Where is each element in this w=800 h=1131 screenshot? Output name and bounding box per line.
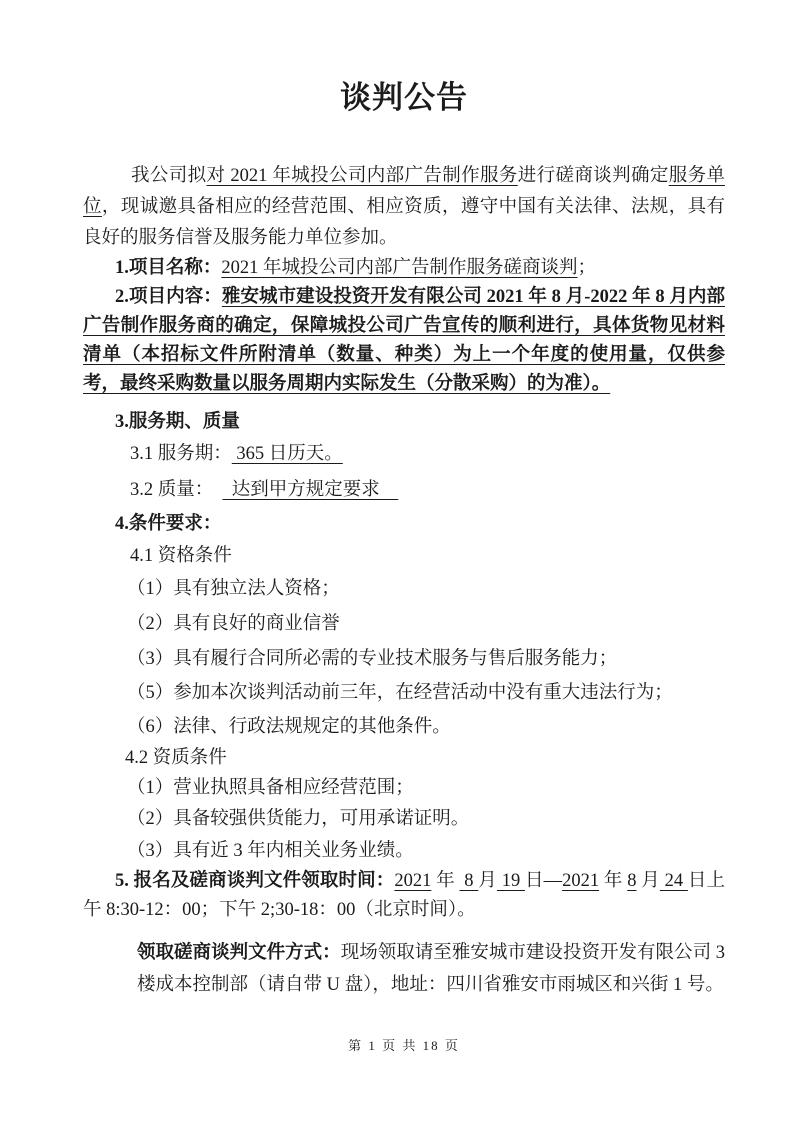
text-segment [213, 480, 222, 500]
paragraph-qualification-2 [83, 607, 725, 642]
page-number: 第 1 页 共 18 页 [348, 1038, 460, 1053]
text-segment: （5）参加本次谈判活动前三年，在经营活动中没有重大违法行为； [127, 683, 673, 703]
text-segment: 现场领取请至雅安城市建设投资开发有限公司 3 楼成本控制部（请自带 U 盘），地址：四川省雅安市雨城区和兴街 1 号。 [137, 943, 730, 995]
text-segment: 雅安城市建设投资开发有限公司 2021 年 8 月-2022 年 8 月内部广告制作服务商的确定，保障城投公司广告宣传的顺利进行，具体货物见材料清单（本招标文件所附清单（数量、种类）为上一个年度的使用量，仅供参考，最终采购数量以服务周期内实际发生（分散采购）的为准）。 [83, 287, 725, 394]
text-segment: 24 [659, 871, 688, 891]
text-segment: 4.2 资质条件 [125, 748, 227, 768]
text-segment: 4.1 资格条件 [130, 546, 232, 566]
text-segment: （2）具备较强供货能力，可用承诺证明。 [127, 809, 470, 829]
text-segment: 领取磋商谈判文件方式： [137, 943, 341, 963]
paragraph-credential-1 [83, 772, 725, 804]
text-segment: 19 [496, 871, 525, 891]
text-segment: 1.项目名称： [115, 258, 222, 278]
text-segment: 8 [459, 871, 479, 891]
text-segment: （1）营业执照具备相应经营范围； [127, 778, 414, 798]
text-segment: 3.2 质量： [130, 480, 214, 500]
text-segment: 2021 [394, 871, 432, 891]
document-body [83, 161, 730, 1001]
text-segment: 4.条件要求： [115, 514, 222, 534]
text-segment: 2021 [562, 871, 600, 891]
paragraph-intro [83, 161, 725, 254]
text-segment: （3）具有履行合同所必需的专业技术服务与售后服务能力； [127, 649, 618, 669]
text-segment: （3）具有近 3 年内相关业务业绩。 [127, 841, 414, 861]
text-segment: 5. 报名及磋商谈判文件领取时间： [115, 871, 395, 891]
text-segment: 我公司拟 [131, 166, 207, 186]
paragraph-credential-3 [83, 835, 725, 867]
paragraph-project-name [83, 254, 725, 283]
text-segment: 服务单位 [83, 166, 725, 217]
text-segment: 3.服务期、质量 [115, 412, 240, 432]
page-title: 谈判公告 [340, 80, 468, 115]
paragraph-service-section-title [83, 407, 725, 437]
text-segment: 日— [524, 871, 563, 891]
text-segment: 进行磋商谈判确定 [517, 166, 669, 186]
text-segment: 年 [599, 871, 628, 891]
paragraph-conditions-title [83, 508, 725, 540]
paragraph-qualification-6 [83, 709, 725, 745]
paragraph-qualification-1 [83, 572, 725, 607]
text-segment: 2021 年城投公司内部广告制作服务磋商谈判 [221, 258, 578, 278]
page-footer [83, 1035, 725, 1054]
paragraph-quality [83, 472, 725, 508]
text-segment: 月 [478, 871, 497, 891]
content-area [0, 78, 800, 1054]
text-segment: 年 [431, 871, 460, 891]
text-segment: 月 [636, 871, 660, 891]
text-segment: 2.项目内容： [115, 287, 222, 307]
text-segment: 日上午 8:30-12：00；下午 2;30-18：00（北京时间）。 [83, 871, 726, 920]
text-segment: ，现诚邀具备相应的经营范围、相应资质，遵守中国有关法律、法规，具有良好的服务信誉及服务能力单位参加。 [83, 197, 725, 248]
text-segment: （1）具有独立法人资格； [127, 579, 340, 599]
paragraph-qualification-3 [83, 642, 725, 677]
text-segment: （6）法律、行政法规规定的其他条件。 [127, 717, 451, 737]
paragraph-service-period [83, 437, 725, 472]
text-segment: （2）具有良好的商业信誉 [127, 614, 340, 634]
text-segment: 3.1 服务期： [130, 444, 232, 464]
text-segment: 8 [627, 871, 637, 891]
paragraph-qualification-5 [83, 677, 725, 709]
text-segment: 达到甲方规定要求 [222, 480, 399, 500]
paragraph-pickup-time [83, 867, 725, 925]
paragraph-credential-2 [83, 804, 725, 835]
text-segment: 365 日历天。 [231, 444, 343, 464]
paragraph-project-content [83, 283, 725, 399]
paragraph-credentials-title [83, 745, 725, 772]
paragraph-qualification-title [83, 540, 725, 572]
text-segment: 对 2021 年城投公司内部广告制作服务 [206, 166, 518, 186]
paragraph-pickup-method [137, 937, 730, 1001]
text-segment: ； [577, 258, 597, 278]
